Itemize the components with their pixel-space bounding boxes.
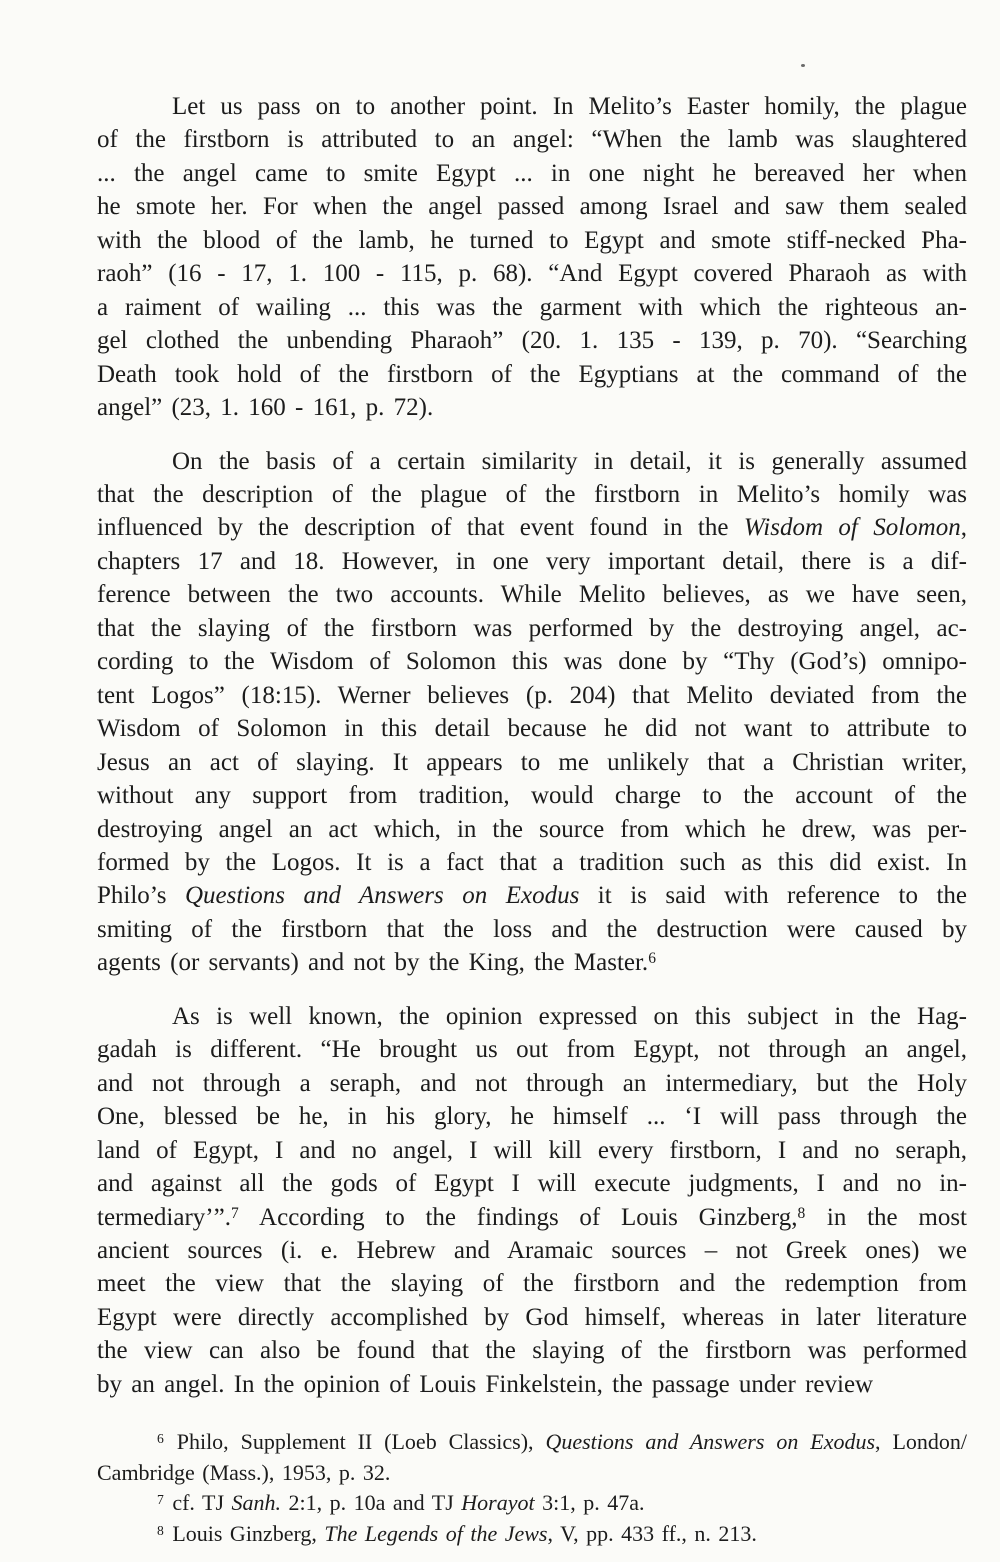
text-block xyxy=(97,90,967,1549)
text-line xyxy=(97,391,967,424)
text-line xyxy=(97,1234,967,1267)
italic-text: Wisdom of Solomon xyxy=(743,514,961,542)
footnote-ref: 7 xyxy=(157,1492,164,1508)
text-line xyxy=(97,879,967,912)
text-run: Cambridge (Mass.), 1953, p. 32. xyxy=(97,1459,391,1485)
text-run: it is said with reference to the xyxy=(579,882,967,910)
text-line xyxy=(97,478,967,511)
footnote-8 xyxy=(97,1519,967,1550)
text-line xyxy=(97,190,967,223)
paragraph-1 xyxy=(97,90,967,425)
text-run: angel” (23, 1. 160 - 161, p. 72). xyxy=(97,394,434,422)
text-line xyxy=(97,257,967,290)
text-line xyxy=(97,946,967,979)
text-line xyxy=(97,813,967,846)
text-run: Philo, Supplement II (Loeb Classics), xyxy=(164,1429,546,1455)
text-run: gel clothed the unbending Pharaoh” (20. 1. 135 - 139, p. 70). “Searching xyxy=(97,327,967,355)
text-line xyxy=(97,324,967,357)
text-line xyxy=(97,1201,967,1234)
text-run: destroying angel an act which, in the source from which he drew, was per- xyxy=(97,815,967,843)
text-line xyxy=(97,358,967,391)
text-run: Jesus an act of slaying. It appears to me unlikely that a Christian writer, xyxy=(97,748,967,776)
body-text xyxy=(97,90,967,1401)
footnote-7 xyxy=(97,1488,967,1519)
text-line xyxy=(97,1067,967,1100)
text-line xyxy=(97,1301,967,1334)
text-run: with the blood of the lamb, he turned to Egypt and smote stiff-necked Pha- xyxy=(97,226,967,254)
text-line xyxy=(97,1267,967,1300)
text-line xyxy=(97,224,967,257)
text-line xyxy=(97,1488,967,1519)
text-run: ... the angel came to smite Egypt ... in one night he bereaved her when xyxy=(97,159,967,187)
text-run: in the most xyxy=(806,1203,967,1231)
text-line xyxy=(97,291,967,324)
text-line xyxy=(97,779,967,812)
text-run: According to the findings of Louis Ginzberg, xyxy=(239,1203,798,1231)
text-run: Wisdom of Solomon in this detail because he did not want to attribute to xyxy=(97,715,967,743)
text-line xyxy=(97,90,967,123)
text-run: influenced by the description of that event found in the xyxy=(97,514,744,542)
text-line xyxy=(97,1000,967,1033)
text-run: ference between the two accounts. While Melito believes, as we have seen, xyxy=(97,581,967,609)
text-run: termediary’”. xyxy=(97,1203,231,1231)
text-line xyxy=(97,578,967,611)
text-line xyxy=(97,1458,967,1489)
italic-text: The Legends of the Jews xyxy=(324,1520,548,1546)
italic-text: Questions and Answers on Exodus xyxy=(184,882,580,910)
footnote-ref: 8 xyxy=(157,1522,164,1538)
paragraph-2 xyxy=(97,445,967,980)
text-run: 2:1, p. 10a and TJ xyxy=(281,1490,462,1516)
text-line xyxy=(97,679,967,712)
text-line xyxy=(97,913,967,946)
text-run: cording to the Wisdom of Solomon this was done by “Thy (God’s) omnipo- xyxy=(97,648,967,676)
scan-speck xyxy=(801,64,805,67)
text-run: , xyxy=(960,514,967,542)
text-run: the view can also be found that the slaying of the firstborn was performed xyxy=(97,1337,967,1365)
text-line xyxy=(97,545,967,578)
text-line xyxy=(97,157,967,190)
text-run: tent Logos” (18:15). Werner believes (p. 204) that Melito deviated from the xyxy=(97,681,967,709)
paragraph-3 xyxy=(97,1000,967,1401)
text-run: Let us pass on to another point. In Melito’s Easter homily, the plague xyxy=(172,93,967,120)
text-run: , London/ xyxy=(875,1429,967,1455)
text-line xyxy=(97,511,967,544)
text-run: that the description of the plague of the firstborn in Melito’s homily was xyxy=(97,480,967,508)
text-line xyxy=(97,1033,967,1066)
text-run: meet the view that the slaying of the firstborn and the redemption from xyxy=(97,1270,967,1298)
text-run: and against all the gods of Egypt I will execute judgments, I and no in- xyxy=(97,1170,967,1198)
text-line xyxy=(97,1334,967,1367)
italic-text: Sanh. xyxy=(231,1490,282,1516)
text-run: land of Egypt, I and no angel, I will kill every firstborn, I and no seraph, xyxy=(97,1136,967,1164)
footnote-ref: 6 xyxy=(157,1431,164,1447)
text-line xyxy=(97,645,967,678)
text-line xyxy=(97,1100,967,1133)
text-run: One, blessed be he, in his glory, he himself ... ‘I will pass through the xyxy=(97,1103,967,1131)
footnote-6 xyxy=(97,1427,967,1488)
text-line xyxy=(97,1167,967,1200)
text-run: chapters 17 and 18. However, in one very important detail, there is a dif- xyxy=(97,547,967,575)
text-line xyxy=(97,1368,967,1401)
text-run: , V, pp. 433 ff., n. 213. xyxy=(547,1520,757,1546)
text-line xyxy=(97,1427,967,1458)
text-run: Philo’s xyxy=(97,882,185,910)
footnote-ref: 6 xyxy=(648,950,656,968)
text-run: of the firstborn is attributed to an angel: “When the lamb was slaughtered xyxy=(97,126,967,154)
text-run: On the basis of a certain similarity in detail, it is generally assumed xyxy=(172,447,967,475)
text-run: a raiment of wailing ... this was the garment with which the righteous an- xyxy=(97,293,967,321)
footnote-ref: 8 xyxy=(797,1204,806,1222)
text-run: Death took hold of the firstborn of the Egyptians at the command of the xyxy=(97,360,967,388)
footnote-ref: 7 xyxy=(230,1204,239,1222)
text-line xyxy=(97,612,967,645)
text-run: cf. TJ xyxy=(164,1490,232,1516)
text-run: without any support from tradition, would charge to the account of the xyxy=(97,782,967,810)
text-run: and not through a seraph, and not through an intermediary, but the Holy xyxy=(97,1069,967,1097)
text-line xyxy=(97,1519,967,1550)
text-run: raoh” (16 - 17, 1. 100 - 115, p. 68). “And Egypt covered Pharaoh as with xyxy=(97,260,967,288)
italic-text: Horayot xyxy=(461,1490,535,1516)
text-run: ancient sources (i. e. Hebrew and Aramaic sources – not Greek ones) we xyxy=(97,1236,967,1264)
text-line xyxy=(97,746,967,779)
text-run: smiting of the firstborn that the loss and the destruction were caused by xyxy=(97,915,967,943)
text-run: formed by the Logos. It is a fact that a tradition such as this did exist. In xyxy=(97,848,967,876)
text-line xyxy=(97,123,967,156)
text-run: by an angel. In the opinion of Louis Finkelstein, the passage under review xyxy=(97,1370,874,1398)
text-run: Egypt were directly accomplished by God himself, whereas in later literature xyxy=(97,1303,967,1331)
text-line xyxy=(97,1134,967,1167)
text-run: As is well known, the opinion expressed on this subject in the Hag- xyxy=(172,1002,967,1030)
text-line xyxy=(97,712,967,745)
text-run: 3:1, p. 47a. xyxy=(534,1490,645,1516)
text-run: that the slaying of the firstborn was performed by the destroying angel, ac- xyxy=(97,614,967,642)
italic-text: Questions and Answers on Exodus xyxy=(545,1429,876,1455)
text-run: agents (or servants) and not by the King, the Master. xyxy=(97,949,649,977)
text-run: Louis Ginzberg, xyxy=(164,1520,325,1546)
text-line xyxy=(97,846,967,879)
text-line xyxy=(97,445,967,478)
text-run: gadah is different. “He brought us out from Egypt, not through an angel, xyxy=(97,1036,967,1064)
footnotes xyxy=(97,1427,967,1549)
text-run: he smote her. For when the angel passed among Israel and saw them sealed xyxy=(97,193,967,221)
